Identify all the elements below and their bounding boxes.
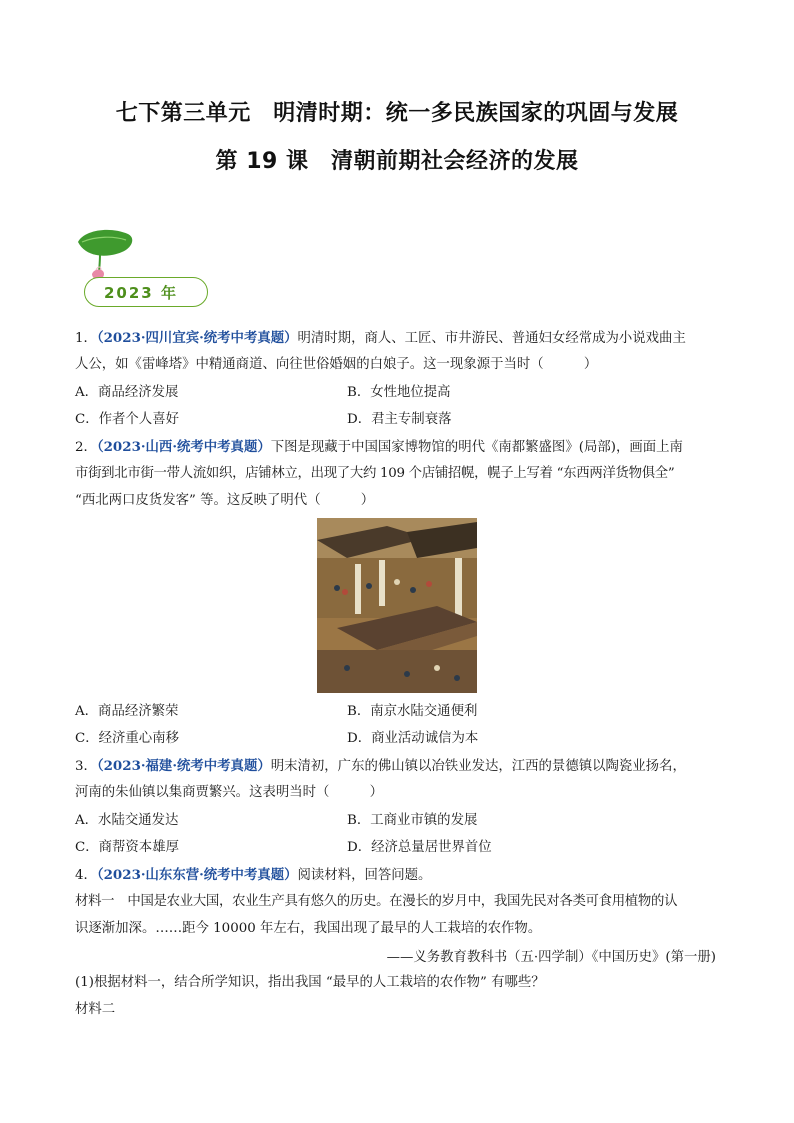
option-a[interactable]: A．商品经济发展 <box>75 385 179 400</box>
question-stem-cont: 市街到北市街一带人流如织，店铺林立，出现了大约 109 个店铺招幌，幌子上写着 “东西两洋货物俱全” <box>75 466 675 481</box>
question-number: 1． <box>75 331 97 346</box>
option-a[interactable]: A．水陆交通发达 <box>75 813 179 828</box>
question-source: （2023·山东东营·统考中考真题） <box>96 867 298 883</box>
question-4 <box>75 865 431 886</box>
question-source: （2023·四川宜宾·统考中考真题） <box>96 330 298 346</box>
question-3 <box>75 756 686 777</box>
question-number: 3． <box>75 759 97 774</box>
question-stem-cont: 河南的朱仙镇以集商贾繁兴。这表明当时（ ） <box>75 785 383 800</box>
question-stem: 下图是现藏于中国国家博物馆的明代《南都繁盛图》(局部)，画面上南 <box>270 440 683 455</box>
option-c[interactable]: C．商帮资本雄厚 <box>75 840 179 855</box>
question-stem: 阅读材料，回答问题。 <box>297 868 432 883</box>
question-number: 4． <box>75 868 97 883</box>
option-d[interactable]: D．君主专制衰落 <box>347 412 452 427</box>
question-1 <box>75 328 686 349</box>
material-1: 材料一 中国是农业大国，农业生产具有悠久的历史。在漫长的岁月中，我国先民对各类可食用植物的认 <box>75 894 678 909</box>
option-b[interactable]: B．工商业市镇的发展 <box>347 813 478 828</box>
option-c[interactable]: C．经济重心南移 <box>75 731 179 746</box>
lesson-title: 第 19 课 清朝前期社会经济的发展 <box>215 149 579 174</box>
material-1-cont: 识逐渐加深。……距今 10000 年左右，我国出现了最早的人工栽培的农作物。 <box>75 921 542 936</box>
option-a[interactable]: A．商品经济繁荣 <box>75 704 179 719</box>
question-stem-cont: 人公，如《雷峰塔》中精通商道、向往世俗婚姻的白娘子。这一现象源于当时（ ） <box>75 357 598 372</box>
question-2 <box>75 437 683 458</box>
material-1-source: ——义务教育教科书（五·四学制）《中国历史》(第一册) <box>386 950 716 965</box>
year-label: 2023 年 <box>104 284 178 302</box>
sub-question-1: (1)根据材料一，结合所学知识，指出我国 “最早的人工栽培的农作物” 有哪些？ <box>75 975 545 990</box>
painting-image <box>317 518 477 693</box>
question-stem: 明清时期，商人、工匠、市井游民、普通妇女经常成为小说戏曲主 <box>297 331 686 346</box>
material-2-label: 材料二 <box>75 1002 116 1017</box>
option-d[interactable]: D．经济总量居世界首位 <box>347 840 492 855</box>
question-source: （2023·福建·统考中考真题） <box>96 758 271 774</box>
option-b[interactable]: B．南京水陆交通便利 <box>347 704 478 719</box>
option-b[interactable]: B．女性地位提高 <box>347 385 451 400</box>
question-stem: 明末清初，广东的佛山镇以冶铁业发达，江西的景德镇以陶瓷业扬名， <box>270 759 686 774</box>
option-d[interactable]: D．商业活动诚信为本 <box>347 731 479 746</box>
question-source: （2023·山西·统考中考真题） <box>96 439 271 455</box>
question-number: 2． <box>75 440 97 455</box>
question-stem-cont: “西北两口皮货发客” 等。这反映了明代（ ） <box>75 493 375 508</box>
page-title: 七下第三单元 明清时期：统一多民族国家的巩固与发展 <box>115 101 679 126</box>
option-c[interactable]: C．作者个人喜好 <box>75 412 179 427</box>
